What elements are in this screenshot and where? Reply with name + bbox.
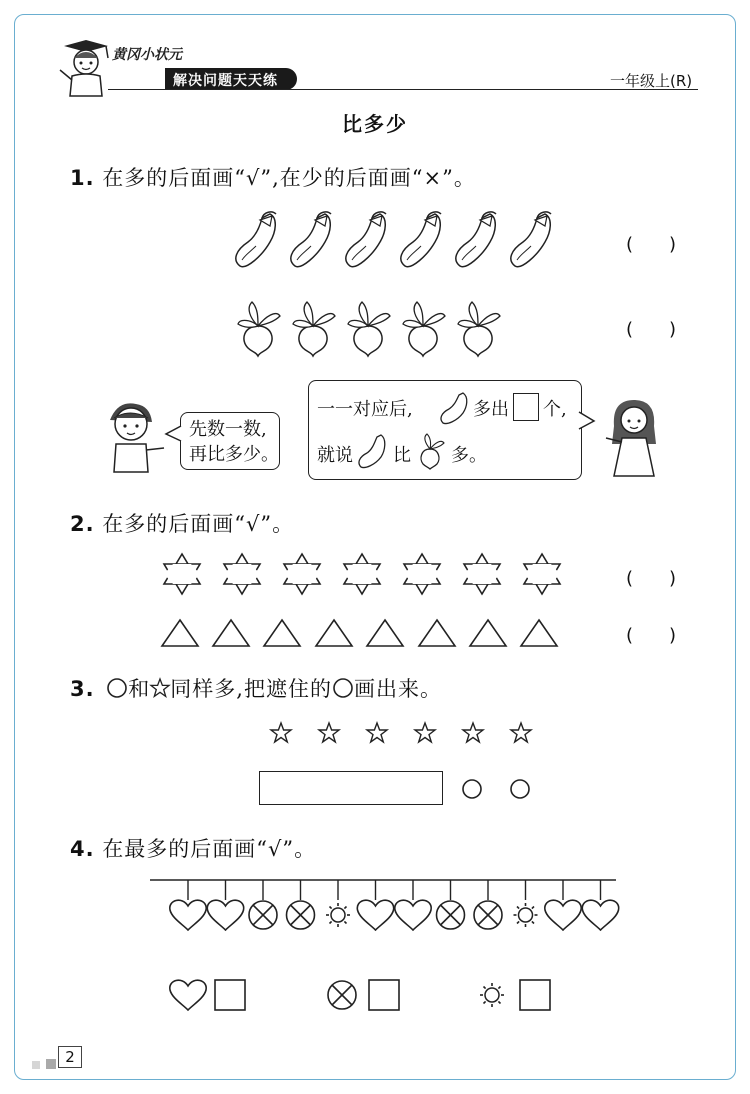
count-box[interactable]: [513, 393, 539, 421]
answer-box[interactable]: [520, 980, 550, 1010]
hexagram-row: [160, 552, 570, 596]
girl-speech-bubble: [308, 380, 582, 480]
heart-icon: [582, 900, 618, 930]
hexagram-icon: [524, 554, 560, 594]
eggplant-icon: [291, 212, 331, 267]
hexagram-icon: [464, 554, 500, 594]
circle-icon: [463, 780, 481, 798]
page-number: 2: [58, 1046, 82, 1068]
heart-icon: [357, 900, 393, 930]
bubble-text: 就说: [317, 445, 353, 466]
question-4: [70, 833, 316, 863]
bubble-text: 多出: [473, 399, 509, 420]
triangle-icon: [419, 620, 455, 646]
eggplant-icon: [236, 212, 276, 267]
star-icon: [150, 678, 170, 698]
cross-circle-icon: [474, 901, 502, 929]
page-title: 比多少: [342, 112, 408, 136]
student-mascot-icon: [46, 38, 116, 98]
header-series: 解决问题天天练: [173, 73, 278, 89]
hexagram-icon: [404, 554, 440, 594]
radish-icon: [415, 433, 445, 469]
eggplant-icon: [357, 433, 387, 469]
question-text: 在最多的后面画“√”。: [102, 837, 317, 861]
answer-box[interactable]: [369, 980, 399, 1010]
star-icon: [319, 723, 339, 742]
radish-icon: [403, 302, 445, 356]
answer-blank[interactable]: ( ): [626, 625, 677, 646]
boy-character-icon: [100, 398, 166, 474]
circle-icon: [332, 678, 354, 698]
triangle-icon: [213, 620, 249, 646]
question-text: 同样多,把遮住的: [170, 677, 332, 701]
heart-icon: [170, 900, 206, 930]
triangle-icon: [162, 620, 198, 646]
triangle-icon: [521, 620, 557, 646]
header-brand: 黄冈小状元: [112, 47, 182, 63]
answer-box[interactable]: [215, 980, 245, 1010]
bubble-line-1: 一一对应后,: [317, 399, 413, 420]
question-number: 3.: [70, 677, 95, 701]
radish-icon: [458, 302, 500, 356]
girl-character-icon: [604, 396, 664, 478]
question-text: 和: [128, 677, 151, 701]
boy-speech-bubble: [180, 412, 280, 470]
eggplant-icon: [511, 212, 551, 267]
bubble-line: 再比多少。: [189, 444, 279, 465]
heart-icon: [545, 900, 581, 930]
hexagram-icon: [344, 554, 380, 594]
question-number: 4.: [70, 837, 95, 861]
star-icon: [463, 723, 483, 742]
question-number: 1.: [70, 166, 95, 190]
sun-icon: [326, 903, 350, 927]
bubble-text: 比: [393, 445, 411, 466]
triangle-icon: [367, 620, 403, 646]
star-row: [270, 722, 540, 746]
bubble-tail: [166, 426, 182, 442]
question-text: 在多的后面画“√”。: [102, 512, 295, 536]
covering-box[interactable]: [259, 771, 443, 805]
triangle-icon: [264, 620, 300, 646]
question-1: [70, 162, 476, 192]
question-2: [70, 508, 294, 538]
hanging-items: [150, 876, 616, 936]
footer-squares: [32, 1054, 56, 1073]
header-logo: [46, 38, 116, 98]
eggplant-icon: [439, 391, 469, 423]
cross-circle-icon: [287, 901, 315, 929]
heart-icon: [170, 980, 206, 1010]
star-icon: [415, 723, 435, 742]
answer-blank[interactable]: ( ): [626, 319, 677, 340]
circle-icon: [106, 678, 128, 698]
sun-icon: [514, 903, 538, 927]
radish-icon: [238, 302, 280, 356]
eggplant-icon: [456, 212, 496, 267]
cross-circle-icon: [249, 901, 277, 929]
bubble-tail: [579, 412, 595, 430]
triangle-row: [162, 618, 572, 650]
question-text: 画出来。: [353, 677, 442, 701]
eggplant-icon: [401, 212, 441, 267]
star-icon: [271, 723, 291, 742]
radish-icon: [293, 302, 335, 356]
circle-icon: [511, 780, 529, 798]
eggplant-row: [232, 208, 572, 278]
eggplant-icon: [346, 212, 386, 267]
radish-icon: [348, 302, 390, 356]
triangle-icon: [470, 620, 506, 646]
cross-circle-icon: [328, 981, 356, 1009]
heart-icon: [207, 900, 243, 930]
radish-row: [236, 298, 516, 358]
star-icon: [367, 723, 387, 742]
answer-blank[interactable]: ( ): [626, 568, 677, 589]
hexagram-icon: [224, 554, 260, 594]
choices: [170, 978, 560, 1014]
sun-icon: [480, 983, 504, 1007]
hexagram-icon: [164, 554, 200, 594]
bubble-text: 个,: [543, 399, 567, 420]
header-grade: 一年级上(R): [610, 72, 693, 90]
triangle-icon: [316, 620, 352, 646]
star-icon: [511, 723, 531, 742]
hexagram-icon: [284, 554, 320, 594]
question-text: 在多的后面画“√”,在少的后面画“×”。: [102, 166, 476, 190]
question-number: 2.: [70, 512, 95, 536]
cross-circle-icon: [437, 901, 465, 929]
bubble-line: 先数一数,: [189, 419, 267, 440]
bubble-text: 多。: [451, 445, 487, 466]
visible-circles: [460, 778, 534, 800]
answer-blank[interactable]: ( ): [626, 234, 677, 255]
heart-icon: [395, 900, 431, 930]
question-3: [70, 673, 442, 703]
